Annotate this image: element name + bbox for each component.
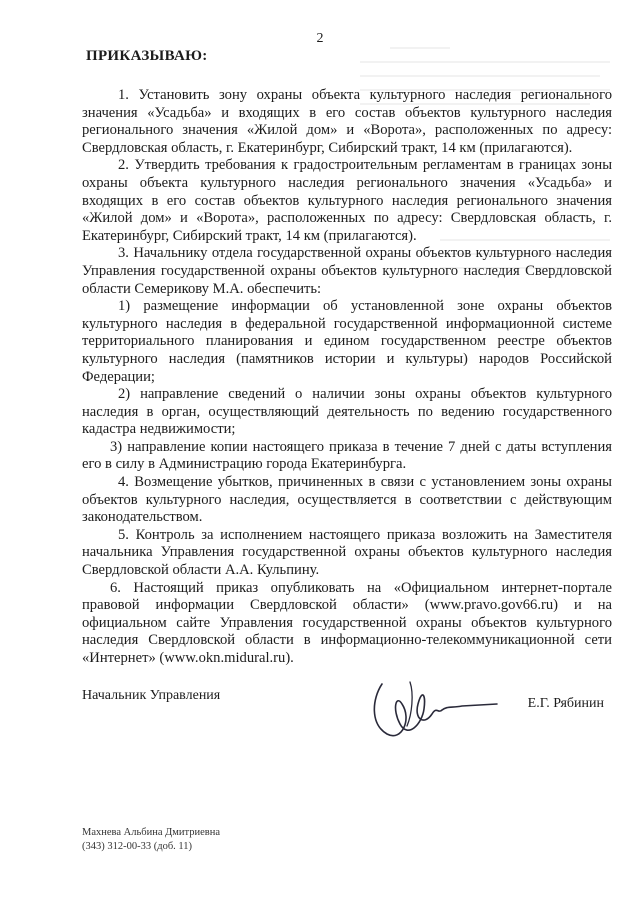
order-item-5: 5. Контроль за исполнением настоящего приказа возложить на Заместителя начальника Управления государственной охраны объектов культурного наследия Свердловской области А.А. Кульпину.	[82, 526, 612, 579]
order-item-6: 6. Настоящий приказ опубликовать на «Официальном интернет-портале правовой информации Свердловской области» (www.pravo.gov66.ru) и на официальном сайте Управления государственной охраны объектов культурного наследия Свердловской области в информационно-телекоммуникационной сети «Интернет» (www.okn.midural.ru).	[82, 579, 612, 666]
order-subitem-1: 1) размещение информации об установленной зоне охраны объектов культурного наследия в федеральной государственной информационной системе территориального планирования и едином государственном реестре объектов культурного наследия (памятников истории и культуры) народов Российской Федерации;	[82, 298, 612, 385]
signer-title: Начальник Управления	[82, 688, 221, 703]
page-number: 2	[316, 31, 324, 46]
order-item-2: 2. Утвердить требования к градостроительным регламентам в границах зоны охраны объекта культурного наследия регионального значения «Усадьба» и входящих в его состав объектов культурного наследия регионального значения «Жилой дом» и «Ворота», расположенных по адресу: Свердловская область, г. Екатеринбург, Сибирский тракт, 14 км (прилагаются).	[82, 157, 612, 244]
order-body	[82, 87, 612, 668]
signature-block	[82, 688, 612, 748]
signer-name: Е.Г. Рябинин	[527, 696, 604, 711]
order-item-1: 1. Установить зону охраны объекта культурного наследия регионального значения «Усадьба» и входящих в его состав объектов культурного наследия регионального значения «Жилой дом» и «Ворота», расположенных по адресу: Свердловская область, г. Екатеринбург, Сибирский тракт, 14 км (прилагаются).	[82, 87, 612, 156]
order-subitem-3: 3) направление копии настоящего приказа в течение 7 дней с даты вступления его в силу в Администрацию города Екатеринбурга.	[82, 438, 612, 473]
executor-phone: (343) 312-00-33 (доб. 11)	[82, 841, 193, 852]
handwritten-signature	[352, 664, 502, 754]
executor-name: Махнева Альбина Дмитриевна	[82, 827, 221, 838]
order-item-4: 4. Возмещение убытков, причиненных в связи с установлением зоны охраны объектов культурного наследия, осуществляется в соответствии с действующим законодательством.	[82, 474, 612, 526]
executor-info	[82, 826, 220, 854]
order-item-3: 3. Начальнику отдела государственной охраны объектов культурного наследия Управления государственной охраны объектов культурного наследия Свердловской области Семерикову М.А. обеспечить:	[82, 245, 612, 297]
order-subitem-2: 2) направление сведений о наличии зоны охраны объектов культурного наследия в орган, осуществляющий деятельность по ведению государственного кадастра недвижимости;	[82, 386, 612, 438]
order-heading: ПРИКАЗЫВАЮ:	[86, 48, 208, 64]
